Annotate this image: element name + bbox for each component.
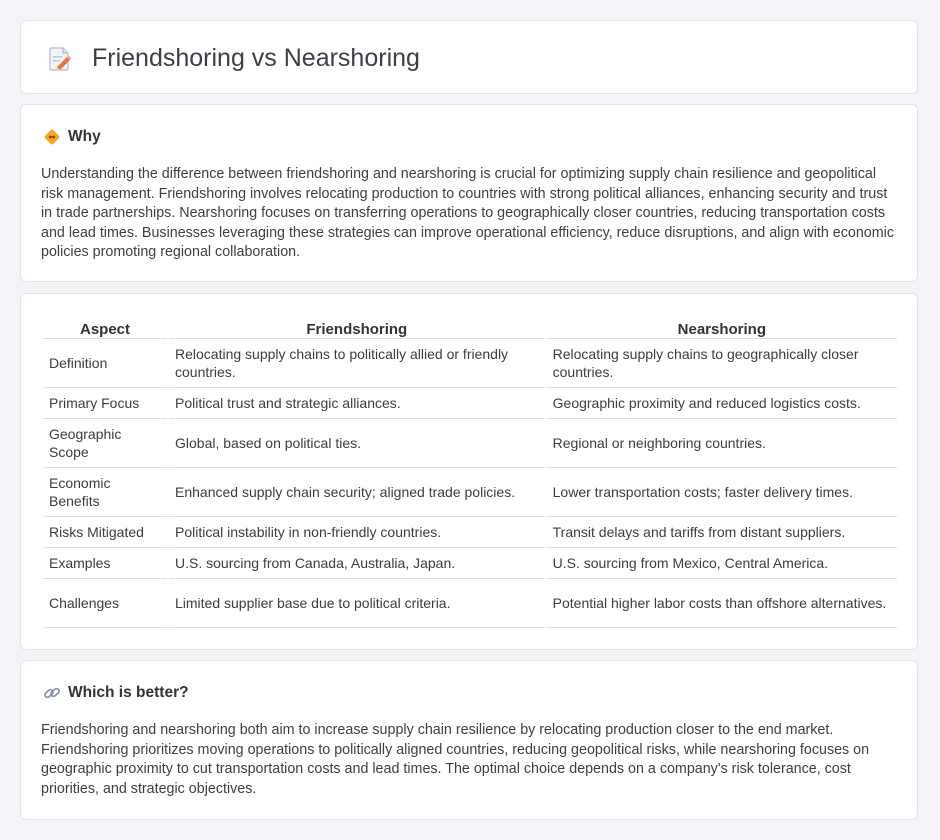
table-cell: Lower transportation costs; faster delivery times. xyxy=(547,468,897,517)
table-cell: Global, based on political ties. xyxy=(169,419,545,468)
why-heading: Why xyxy=(68,128,101,145)
table-cell: Political trust and strategic alliances. xyxy=(169,388,545,419)
table-cell: Regional or neighboring countries. xyxy=(547,419,897,468)
column-header-nearshoring: Nearshoring xyxy=(547,315,897,339)
table-cell: Enhanced supply chain security; aligned trade policies. xyxy=(169,468,545,517)
table-cell: Geographic proximity and reduced logistics costs. xyxy=(547,388,897,419)
document-pencil-icon xyxy=(48,46,72,72)
better-heading: Which is better? xyxy=(68,684,189,701)
table-cell: Limited supplier base due to political criteria. xyxy=(169,579,545,628)
table-row xyxy=(43,517,897,548)
table-cell: Potential higher labor costs than offshore alternatives. xyxy=(547,579,897,628)
row-label: Geographic Scope xyxy=(43,419,167,468)
better-heading-row xyxy=(43,683,189,703)
table-row xyxy=(43,579,897,628)
comparison-table xyxy=(41,315,899,628)
row-label: Definition xyxy=(43,339,167,388)
why-text: Understanding the difference between friendshoring and nearshoring is crucial for optimizing supply chain resilience and geopolitical risk management. Friendshoring involves relocating production to countries with strong political alliances, enhancing security and trust in trade partnerships. Nearshoring focuses on transferring operations to geographically closer countries, reducing transportation costs and lead times. Businesses leveraging these strategies can improve operational efficiency, reduce disruptions, and align with economic policies promoting regional collaboration. xyxy=(41,166,894,261)
table-row xyxy=(43,339,897,388)
table-cell: U.S. sourcing from Mexico, Central America. xyxy=(547,548,897,579)
row-label: Examples xyxy=(43,548,167,579)
diamond-arrows-icon xyxy=(43,128,61,146)
table-cell: Relocating supply chains to geographically closer countries. xyxy=(547,339,897,388)
table-row xyxy=(43,388,897,419)
link-icon xyxy=(43,684,61,702)
row-label: Economic Benefits xyxy=(43,468,167,517)
row-label: Primary Focus xyxy=(43,388,167,419)
title-card xyxy=(20,20,918,94)
table-cell: Relocating supply chains to politically allied or friendly countries. xyxy=(169,339,545,388)
table-cell: U.S. sourcing from Canada, Australia, Japan. xyxy=(169,548,545,579)
comparison-section xyxy=(20,293,918,650)
table-cell: Transit delays and tariffs from distant suppliers. xyxy=(547,517,897,548)
table-row xyxy=(43,419,897,468)
better-text: Friendshoring and nearshoring both aim to increase supply chain resilience by relocating production closer to the end market. Friendshoring prioritizes moving operations to politically aligned countries, reducing geopolitical risks, while nearshoring focuses on geographic proximity to cut transportation costs and lead times. The optimal choice depends on a company's risk tolerance, cost priorities, and strategic objectives. xyxy=(41,722,870,797)
column-header-aspect: Aspect xyxy=(43,315,167,339)
row-label: Risks Mitigated xyxy=(43,517,167,548)
why-section xyxy=(20,104,918,282)
row-label: Challenges xyxy=(43,579,167,628)
why-heading-row xyxy=(43,127,101,147)
column-header-friendshoring: Friendshoring xyxy=(169,315,545,339)
table-header-row xyxy=(43,315,897,339)
table-row xyxy=(43,468,897,517)
table-cell: Political instability in non-friendly countries. xyxy=(169,517,545,548)
which-is-better-section xyxy=(20,660,918,820)
table-row xyxy=(43,548,897,579)
page-title: Friendshoring vs Nearshoring xyxy=(92,44,420,72)
